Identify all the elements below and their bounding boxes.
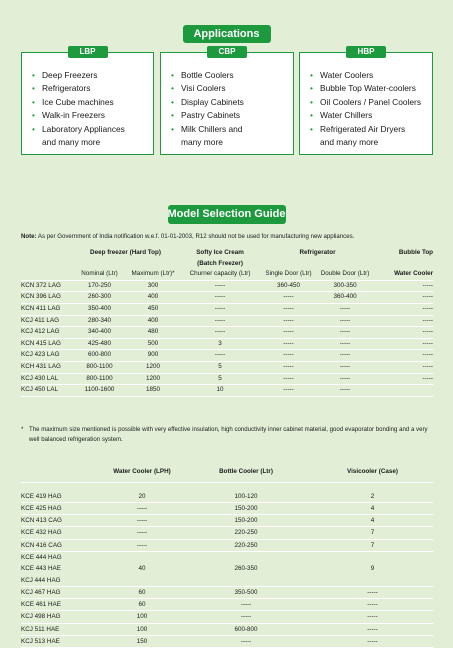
value-cell: 100-120 (180, 491, 312, 503)
value-cell: 425-480 (72, 338, 127, 350)
model-cell: KCH 431 LAG (21, 361, 72, 373)
model-table-freezers (21, 248, 433, 397)
lbp-box (21, 47, 154, 155)
list-item: • Milk Chillers and (171, 123, 293, 136)
value-cell: 350-400 (72, 303, 127, 315)
model-cell: KCE 444 HAG (21, 553, 62, 561)
value-cell: 480 (127, 327, 179, 339)
model-cell: KCE 425 HAG (21, 502, 104, 514)
value-cell: ----- (374, 350, 433, 362)
value-cell: ----- (180, 599, 312, 611)
table-row (21, 491, 433, 503)
col-churner: Churner capacity (Ltr) (179, 269, 261, 280)
table-row (21, 563, 433, 574)
value-cell: ----- (261, 303, 316, 315)
value-cell: 1850 (127, 385, 179, 397)
model-cell: KCN 396 LAG (21, 292, 72, 304)
list-item: • Visi Coolers (171, 82, 293, 95)
value-cell: ----- (316, 373, 374, 385)
table-subheader-row (21, 269, 433, 280)
value-cell: 800-1100 (72, 373, 127, 385)
table-row (21, 338, 433, 350)
value-cell: ----- (104, 539, 180, 551)
list-item: many more (181, 137, 223, 148)
value-cell: ----- (374, 303, 433, 315)
model-cell: KCN 416 CAG (21, 539, 104, 551)
table-row (21, 636, 433, 648)
value-cell: ----- (179, 327, 261, 339)
value-cell: 300 (127, 280, 179, 292)
value-cell: ----- (312, 623, 433, 635)
value-cell: 7 (312, 539, 433, 551)
model-cell: KCJ 430 LAL (21, 373, 72, 385)
value-cell: 300-350 (316, 280, 374, 292)
model-cell: KCJ 513 HAE (21, 636, 104, 648)
value-cell: 260-350 (234, 565, 258, 573)
value-cell: ----- (261, 373, 316, 385)
model-cell: KCE 443 HAE (21, 565, 61, 573)
value-cell: 2 (312, 491, 433, 503)
value-cell: ----- (104, 515, 180, 527)
value-cell: 1200 (127, 361, 179, 373)
col-single-door: Single Door (Ltr) (261, 269, 316, 280)
lbp-tab: LBP (68, 46, 108, 58)
value-cell: ----- (261, 315, 316, 327)
model-cell: KCN 415 LAG (21, 338, 72, 350)
value-cell: 150 (104, 636, 180, 648)
model-cell: KCJ 412 LAG (21, 327, 72, 339)
model-selection-heading: Model Selection Guide (168, 205, 286, 224)
value-cell: ----- (374, 338, 433, 350)
model-cell: KCE 432 HAG (21, 527, 104, 539)
value-cell: ----- (261, 338, 316, 350)
value-cell: ----- (374, 373, 433, 385)
list-item: • Bottle Coolers (171, 69, 293, 82)
col-group-deep-freezer: Deep freezer (Hard Top) (90, 249, 161, 256)
value-cell: 900 (127, 350, 179, 362)
cbp-tab: CBP (207, 46, 247, 58)
value-cell: 340-400 (72, 327, 127, 339)
value-cell: ----- (374, 315, 433, 327)
table-header-row (21, 259, 433, 270)
model-cell: KCJ 444 HAG (21, 575, 104, 587)
table-row (21, 303, 433, 315)
list-item: and many more (42, 137, 101, 148)
value-cell: ----- (104, 502, 180, 514)
value-cell: 450 (127, 303, 179, 315)
value-cell: ----- (261, 361, 316, 373)
value-cell: 4 (312, 502, 433, 514)
model-cell: KCN 411 LAG (21, 303, 72, 315)
value-cell: 4 (312, 515, 433, 527)
table-row (21, 373, 433, 385)
applications-heading: Applications (183, 25, 271, 43)
list-item: • Refrigerated Air Dryers (310, 123, 432, 136)
model-cell: KCJ 411 LAG (21, 315, 72, 327)
value-cell: 600-800 (180, 623, 312, 635)
value-cell: ----- (312, 636, 433, 648)
col-nominal: Nominal (Ltr) (72, 269, 127, 280)
value-cell: ----- (104, 527, 180, 539)
table-row (21, 280, 433, 292)
model-cell: KCJ 450 LAL (21, 385, 72, 397)
value-cell: ----- (179, 303, 261, 315)
col-group-bubble-top: Bubble Top (398, 249, 434, 256)
cbp-box (160, 47, 294, 155)
footnote-text: The maximum size mentioned is possible with very effective insulation, high conductivity inner cabinet material, good evaporator bonding and a very well balanced refrigeration system. (29, 426, 428, 443)
value-cell: ----- (374, 292, 433, 304)
table-header-row (21, 248, 433, 259)
list-item: • Display Cabinets (171, 96, 293, 109)
col-visicooler: Visicooler (Case) (312, 462, 433, 483)
table-row (21, 575, 433, 587)
value-cell: ----- (374, 361, 433, 373)
value-cell: 60 (104, 586, 180, 598)
col-double-door: Double Door (Ltr) (316, 269, 374, 280)
list-item: • Bubble Top Water-coolers (310, 82, 432, 95)
cbp-list (161, 53, 293, 149)
value-cell: 600-800 (72, 350, 127, 362)
value-cell: 5 (179, 361, 261, 373)
table-row (21, 611, 433, 623)
value-cell: 220-250 (180, 527, 312, 539)
list-item: • Water Coolers (310, 69, 432, 82)
value-cell: 400 (127, 292, 179, 304)
value-cell: ----- (261, 350, 316, 362)
model-table-coolers (21, 462, 433, 648)
value-cell: 150-200 (180, 515, 312, 527)
value-cell: 100 (104, 623, 180, 635)
list-item: and many more (320, 137, 379, 148)
table-row (21, 527, 433, 539)
footnote (21, 425, 433, 444)
list-item: • Pastry Cabinets (171, 109, 293, 122)
value-cell: 3 (179, 338, 261, 350)
lbp-list (22, 53, 153, 149)
col-water-cooler: Water Cooler (374, 269, 433, 280)
value-cell: 500 (127, 338, 179, 350)
value-cell: ----- (179, 280, 261, 292)
hbp-list (300, 53, 432, 149)
model-cell: KCJ 467 HAG (21, 586, 104, 598)
value-cell: ----- (179, 292, 261, 304)
value-cell: ----- (179, 350, 261, 362)
table-row (21, 586, 433, 598)
model-cell: KCJ 423 LAG (21, 350, 72, 362)
value-cell: 40 (138, 565, 146, 573)
value-cell: ----- (316, 327, 374, 339)
value-cell: 400 (127, 315, 179, 327)
footnote-marker: * (21, 426, 24, 433)
value-cell: ----- (374, 280, 433, 292)
value-cell: 800-1100 (72, 361, 127, 373)
model-cell: KCN 413 CAG (21, 515, 104, 527)
list-item: • Oil Coolers / Panel Coolers (310, 96, 432, 109)
table-row (21, 551, 433, 563)
value-cell: ----- (179, 315, 261, 327)
col-group-softy: Softy Ice Cream (196, 249, 244, 256)
value-cell: ----- (261, 327, 316, 339)
table-row (21, 539, 433, 551)
value-cell: 220-250 (180, 539, 312, 551)
list-item: • Refrigerators (32, 82, 153, 95)
list-item: • Ice Cube machines (32, 96, 153, 109)
value-cell: 9 (370, 565, 375, 573)
table-row (21, 350, 433, 362)
value-cell: 5 (179, 373, 261, 385)
col-group-softy-sub: (Batch Freezer) (197, 259, 243, 267)
col-water-cooler-lph: Water Cooler (LPH) (104, 462, 180, 483)
value-cell: ----- (316, 303, 374, 315)
value-cell: ----- (316, 350, 374, 362)
list-item: • Water Chillers (310, 109, 432, 122)
table-row (21, 623, 433, 635)
note-text (21, 233, 354, 240)
col-maximum: Maximum (Ltr)* (127, 269, 179, 280)
value-cell: ----- (312, 611, 433, 623)
value-cell: ----- (316, 385, 374, 397)
value-cell: ----- (316, 361, 374, 373)
value-cell: ----- (316, 315, 374, 327)
note-body: As per Government of India notification w.e.f. 01-01-2003, R12 should not be used for manufacturing new appliances. (36, 233, 355, 240)
value-cell: 10 (179, 385, 261, 397)
table-header-row (21, 462, 433, 483)
value-cell: 350-500 (180, 586, 312, 598)
model-cell: KCE 461 HAE (21, 599, 104, 611)
value-cell: 100 (104, 611, 180, 623)
value-cell: 260-300 (72, 292, 127, 304)
value-cell: ----- (180, 636, 312, 648)
table-row (21, 515, 433, 527)
list-item: • Laboratory Appliances (32, 123, 153, 136)
value-cell: 7 (312, 527, 433, 539)
table-row (21, 502, 433, 514)
value-cell: ----- (312, 586, 433, 598)
model-cell: KCJ 511 HAE (21, 623, 104, 635)
value-cell: 60 (104, 599, 180, 611)
table-row (21, 315, 433, 327)
value-cell: 20 (104, 491, 180, 503)
note-label: Note: (21, 233, 37, 240)
table-row (21, 385, 433, 397)
value-cell: ----- (312, 599, 433, 611)
hbp-box (299, 47, 433, 155)
model-cell: KCN 372 LAG (21, 280, 72, 292)
value-cell: 1100-1600 (72, 385, 127, 397)
value-cell: ----- (180, 611, 312, 623)
list-item: • Walk-in Freezers (32, 109, 153, 122)
table-row (21, 327, 433, 339)
value-cell: ----- (374, 327, 433, 339)
value-cell: 150-200 (180, 502, 312, 514)
value-cell: 1200 (127, 373, 179, 385)
value-cell: ----- (316, 338, 374, 350)
value-cell (374, 385, 433, 397)
value-cell: 360-400 (316, 292, 374, 304)
col-bottle-cooler: Bottle Cooler (Ltr) (180, 462, 312, 483)
value-cell: 170-250 (72, 280, 127, 292)
value-cell: ----- (261, 385, 316, 397)
table-row (21, 599, 433, 611)
value-cell: ----- (261, 292, 316, 304)
col-group-refrigerator: Refrigerator (299, 249, 336, 256)
model-cell: KCE 419 HAG (21, 491, 104, 503)
list-item: • Deep Freezers (32, 69, 153, 82)
value-cell: 280-340 (72, 315, 127, 327)
table-row (21, 361, 433, 373)
table-row (21, 292, 433, 304)
model-cell: KCJ 498 HAG (21, 611, 104, 623)
hbp-tab: HBP (346, 46, 386, 58)
value-cell: 360-450 (261, 280, 316, 292)
